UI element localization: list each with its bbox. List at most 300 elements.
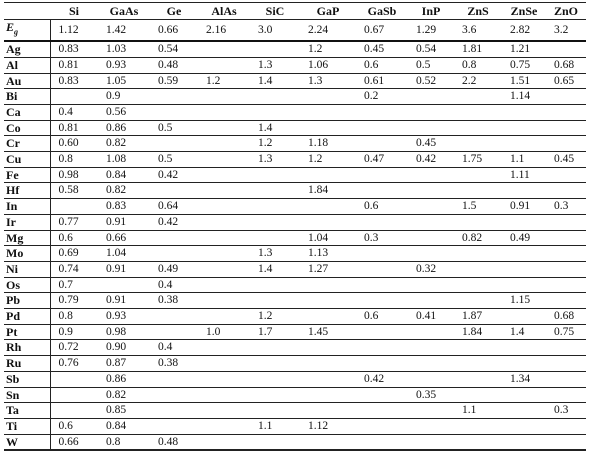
- table-cell: [198, 340, 250, 356]
- table-cell: 0.86: [106, 372, 127, 385]
- table-cell: [356, 340, 408, 356]
- table-cell: [408, 293, 454, 309]
- table-cell: [546, 293, 586, 309]
- table-cell: 0.9: [58, 325, 73, 338]
- table-cell: 0.75: [554, 325, 575, 338]
- table-cell: [150, 371, 198, 387]
- table-cell: 0.52: [416, 74, 437, 87]
- table-cell: 0.56: [106, 105, 127, 118]
- table-cell: 1.06: [308, 58, 329, 71]
- row-label-ru: Ru: [4, 356, 50, 372]
- row-label-ti: Ti: [4, 418, 50, 434]
- table-cell: [250, 371, 300, 387]
- table-cell: [250, 41, 300, 57]
- table-cell: [198, 246, 250, 262]
- table-cell: [150, 104, 198, 120]
- table-cell: [250, 104, 300, 120]
- table-cell: 1.27: [308, 262, 329, 275]
- table-row: [4, 89, 586, 105]
- table-cell: [546, 89, 586, 105]
- table-cell: [198, 167, 250, 183]
- table-cell: [50, 387, 98, 403]
- table-cell: 0.74: [58, 262, 79, 275]
- table-cell: [408, 214, 454, 230]
- bandgap-cell-gap: 2.24: [308, 23, 329, 36]
- table-row: [4, 246, 586, 262]
- table-cell: 1.0: [206, 325, 221, 338]
- table-cell: [502, 309, 546, 325]
- table-cell: [356, 403, 408, 419]
- table-cell: 1.4: [510, 325, 525, 338]
- table-cell: [502, 418, 546, 434]
- table-cell: 0.38: [158, 294, 179, 307]
- table-row: [4, 371, 586, 387]
- table-cell: 1.3: [308, 74, 323, 87]
- table-cell: [546, 387, 586, 403]
- table-cell: [250, 340, 300, 356]
- table-cell: 1.45: [308, 325, 329, 338]
- row-label-ca: Ca: [4, 104, 50, 120]
- table-cell: [408, 104, 454, 120]
- table-cell: 0.3: [364, 231, 379, 244]
- table-cell: [150, 309, 198, 325]
- table-cell: [250, 387, 300, 403]
- table-cell: 1.13: [308, 247, 329, 260]
- row-label-pb: Pb: [4, 293, 50, 309]
- bandgap-cell-gasb: 0.67: [364, 23, 385, 36]
- table-cell: 1.14: [510, 90, 531, 103]
- table-cell: 0.82: [106, 184, 127, 197]
- table-cell: 0.9: [106, 90, 121, 103]
- table-cell: [300, 104, 356, 120]
- column-header-si: Si: [50, 3, 98, 20]
- table-cell: 0.4: [58, 105, 73, 118]
- table-cell: [356, 214, 408, 230]
- table-cell: [454, 183, 502, 199]
- table-cell: [408, 246, 454, 262]
- table-cell: 1.3: [258, 247, 273, 260]
- table-cell: [408, 356, 454, 372]
- table-cell: 0.93: [106, 58, 127, 71]
- table-cell: 0.82: [462, 231, 483, 244]
- table-cell: 1.08: [106, 153, 127, 166]
- table-cell: [50, 199, 98, 215]
- table-cell: [198, 57, 250, 73]
- table-cell: [408, 199, 454, 215]
- table-cell: [454, 214, 502, 230]
- table-cell: 0.3: [554, 200, 569, 213]
- table-cell: [356, 167, 408, 183]
- column-header-gaas: GaAs: [98, 3, 150, 20]
- table-cell: 1.4: [258, 121, 273, 134]
- row-label-os: Os: [4, 277, 50, 293]
- table-cell: [198, 183, 250, 199]
- table-cell: 0.4: [158, 341, 173, 354]
- table-cell: [502, 183, 546, 199]
- table-cell: [356, 261, 408, 277]
- table-cell: 1.5: [462, 200, 477, 213]
- table-row: [4, 57, 586, 73]
- table-cell: [250, 167, 300, 183]
- table-cell: [546, 434, 586, 450]
- table-cell: 0.83: [58, 43, 79, 56]
- table-cell: [198, 214, 250, 230]
- table-cell: [546, 167, 586, 183]
- table-cell: [502, 214, 546, 230]
- table-cell: 0.2: [364, 90, 379, 103]
- row-label-w: W: [4, 434, 50, 450]
- bandgap-label: [4, 20, 50, 42]
- table-cell: 1.15: [510, 294, 531, 307]
- table-cell: 1.75: [462, 153, 483, 166]
- table-cell: [300, 167, 356, 183]
- table-cell: 0.91: [106, 215, 127, 228]
- row-label-cu: Cu: [4, 152, 50, 168]
- table-cell: [502, 120, 546, 136]
- row-label-mo: Mo: [4, 246, 50, 262]
- bandgap-cell-ge: 0.66: [158, 23, 179, 36]
- row-label-pt: Pt: [4, 324, 50, 340]
- table-cell: 1.3: [258, 58, 273, 71]
- table-cell: [300, 293, 356, 309]
- table-cell: 0.81: [58, 58, 79, 71]
- table-cell: 1.2: [258, 310, 273, 323]
- row-label-au: Au: [4, 73, 50, 89]
- row-label-fe: Fe: [4, 167, 50, 183]
- table-cell: [356, 387, 408, 403]
- table-cell: 1.7: [258, 325, 273, 338]
- table-cell: 0.49: [510, 231, 531, 244]
- table-cell: 0.4: [158, 278, 173, 291]
- table-cell: 0.66: [106, 231, 127, 244]
- table-cell: 0.5: [158, 153, 173, 166]
- table-cell: [356, 104, 408, 120]
- table-cell: 1.2: [308, 43, 323, 56]
- table-cell: [408, 183, 454, 199]
- table-cell: 0.69: [58, 247, 79, 260]
- row-label-sb: Sb: [4, 371, 50, 387]
- table-cell: 0.35: [416, 388, 437, 401]
- table-cell: [502, 261, 546, 277]
- row-label-sn: Sn: [4, 387, 50, 403]
- table-row: [4, 356, 586, 372]
- table-row: [4, 199, 586, 215]
- table-cell: [150, 387, 198, 403]
- table-cell: [546, 277, 586, 293]
- barrier-height-table-container: [4, 2, 586, 451]
- table-row: [4, 73, 586, 89]
- table-cell: [408, 120, 454, 136]
- table-cell: 0.7: [58, 278, 73, 291]
- table-cell: 0.85: [106, 404, 127, 417]
- table-cell: 0.65: [554, 74, 575, 87]
- table-cell: 0.8: [106, 435, 121, 448]
- table-cell: [198, 104, 250, 120]
- header-corner: [4, 3, 50, 20]
- table-cell: [198, 418, 250, 434]
- table-row: [4, 136, 586, 152]
- table-cell: 0.64: [158, 200, 179, 213]
- table-cell: 0.91: [106, 262, 127, 275]
- table-cell: 0.77: [58, 215, 79, 228]
- table-cell: [502, 246, 546, 262]
- table-cell: [454, 104, 502, 120]
- table-row: [4, 418, 586, 434]
- table-cell: [50, 89, 98, 105]
- column-header-sic: SiC: [250, 3, 300, 20]
- table-row: [4, 340, 586, 356]
- table-cell: [408, 340, 454, 356]
- bandgap-label-main: E: [6, 20, 15, 34]
- table-cell: [250, 293, 300, 309]
- table-cell: [198, 277, 250, 293]
- table-row: [4, 403, 586, 419]
- bandgap-cell-alas: 2.16: [206, 23, 227, 36]
- table-cell: 1.11: [510, 168, 530, 181]
- table-cell: 1.3: [258, 153, 273, 166]
- row-label-ni: Ni: [4, 261, 50, 277]
- table-cell: [408, 434, 454, 450]
- column-header-ge: Ge: [150, 3, 198, 20]
- table-row: [4, 261, 586, 277]
- table-cell: 0.45: [554, 153, 575, 166]
- table-cell: 0.76: [58, 357, 79, 370]
- table-cell: [356, 120, 408, 136]
- table-cell: [356, 418, 408, 434]
- table-cell: [198, 293, 250, 309]
- column-header-gap: GaP: [300, 3, 356, 20]
- table-cell: [198, 89, 250, 105]
- table-cell: [546, 41, 586, 57]
- table-cell: 0.84: [106, 419, 127, 432]
- table-cell: [250, 199, 300, 215]
- table-cell: [546, 214, 586, 230]
- table-cell: 1.12: [308, 419, 329, 432]
- table-cell: [198, 136, 250, 152]
- table-cell: [408, 89, 454, 105]
- table-cell: [454, 120, 502, 136]
- bandgap-cell-zns: 3.6: [462, 23, 477, 36]
- table-cell: 0.84: [106, 168, 127, 181]
- table-cell: [198, 199, 250, 215]
- bandgap-cell-znse: 2.82: [510, 23, 531, 36]
- table-row: [4, 309, 586, 325]
- row-label-cr: Cr: [4, 136, 50, 152]
- table-cell: [198, 371, 250, 387]
- column-header-zns: ZnS: [454, 3, 502, 20]
- table-cell: [198, 230, 250, 246]
- table-cell: [356, 183, 408, 199]
- table-cell: 0.42: [158, 168, 179, 181]
- table-cell: [300, 120, 356, 136]
- table-cell: [408, 277, 454, 293]
- table-cell: [502, 136, 546, 152]
- table-cell: 0.54: [416, 43, 437, 56]
- table-cell: 0.72: [58, 341, 79, 354]
- table-cell: [454, 371, 502, 387]
- table-row: [4, 324, 586, 340]
- table-cell: 1.1: [510, 153, 525, 166]
- table-cell: [300, 387, 356, 403]
- bandgap-cell-si: 1.12: [58, 23, 79, 36]
- table-cell: 1.81: [462, 43, 483, 56]
- table-cell: 0.8: [58, 153, 73, 166]
- table-cell: [198, 309, 250, 325]
- table-cell: 0.45: [416, 137, 437, 150]
- table-cell: [502, 356, 546, 372]
- table-cell: 1.18: [308, 137, 329, 150]
- row-label-ag: Ag: [4, 41, 50, 57]
- table-cell: 0.75: [510, 58, 531, 71]
- table-cell: [454, 418, 502, 434]
- table-cell: 0.91: [510, 200, 531, 213]
- table-cell: 1.1: [462, 404, 477, 417]
- table-cell: [198, 434, 250, 450]
- table-cell: [150, 136, 198, 152]
- table-cell: 1.04: [106, 247, 127, 260]
- table-cell: [546, 371, 586, 387]
- table-cell: [150, 230, 198, 246]
- table-cell: [300, 89, 356, 105]
- table-cell: [198, 356, 250, 372]
- table-cell: [408, 403, 454, 419]
- barrier-height-table: [4, 3, 586, 450]
- row-label-pd: Pd: [4, 309, 50, 325]
- table-cell: 0.47: [364, 153, 385, 166]
- table-cell: 1.1: [258, 419, 273, 432]
- table-row: [4, 293, 586, 309]
- table-row: [4, 387, 586, 403]
- table-cell: 0.68: [554, 310, 575, 323]
- column-header-inp: InP: [408, 3, 454, 20]
- table-cell: 0.61: [364, 74, 385, 87]
- table-cell: 0.87: [106, 357, 127, 370]
- table-cell: [546, 183, 586, 199]
- table-cell: [546, 246, 586, 262]
- table-cell: 0.41: [416, 310, 437, 323]
- table-cell: 0.83: [106, 200, 127, 213]
- table-cell: 0.60: [58, 137, 79, 150]
- table-cell: [356, 277, 408, 293]
- table-body: [4, 20, 586, 450]
- table-cell: 0.90: [106, 341, 127, 354]
- table-cell: [546, 261, 586, 277]
- table-cell: 2.2: [462, 74, 477, 87]
- table-cell: 0.38: [158, 357, 179, 370]
- table-cell: [300, 199, 356, 215]
- table-cell: [50, 403, 98, 419]
- table-cell: [150, 418, 198, 434]
- table-cell: [300, 356, 356, 372]
- table-cell: 1.87: [462, 310, 483, 323]
- table-cell: 0.66: [58, 435, 79, 448]
- table-cell: [356, 293, 408, 309]
- table-cell: [546, 136, 586, 152]
- table-cell: [150, 324, 198, 340]
- table-cell: 0.59: [158, 74, 179, 87]
- table-cell: 0.48: [158, 435, 179, 448]
- table-cell: [356, 136, 408, 152]
- table-cell: [150, 183, 198, 199]
- table-cell: 0.54: [158, 43, 179, 56]
- table-cell: 0.3: [554, 404, 569, 417]
- table-row: [4, 214, 586, 230]
- table-cell: 0.6: [364, 310, 379, 323]
- row-label-ir: Ir: [4, 214, 50, 230]
- bandgap-cell-zno: 3.2: [554, 23, 569, 36]
- table-cell: 1.2: [308, 153, 323, 166]
- table-cell: 0.6: [364, 58, 379, 71]
- table-cell: 0.45: [364, 43, 385, 56]
- table-cell: [408, 230, 454, 246]
- table-cell: [356, 324, 408, 340]
- row-label-mg: Mg: [4, 230, 50, 246]
- table-cell: 1.4: [258, 262, 273, 275]
- table-cell: [408, 324, 454, 340]
- table-cell: [454, 293, 502, 309]
- table-cell: [98, 277, 150, 293]
- table-cell: 0.81: [58, 121, 79, 134]
- table-cell: [454, 89, 502, 105]
- table-cell: [300, 340, 356, 356]
- table-cell: [250, 214, 300, 230]
- table-cell: [250, 277, 300, 293]
- table-cell: [198, 403, 250, 419]
- table-cell: [546, 120, 586, 136]
- table-row: [4, 183, 586, 199]
- table-cell: [198, 387, 250, 403]
- bandgap-cell-sic: 3.0: [258, 23, 273, 36]
- row-label-al: Al: [4, 57, 50, 73]
- row-label-bi: Bi: [4, 89, 50, 105]
- table-header: [4, 3, 586, 20]
- table-cell: 0.98: [106, 325, 127, 338]
- table-cell: 0.83: [58, 74, 79, 87]
- bandgap-cell-gaas: 1.42: [106, 23, 127, 36]
- table-cell: 0.5: [416, 58, 431, 71]
- table-row: [4, 41, 586, 57]
- table-cell: 0.42: [364, 372, 385, 385]
- table-cell: [300, 277, 356, 293]
- table-cell: [300, 434, 356, 450]
- row-label-in: In: [4, 199, 50, 215]
- table-cell: 0.82: [106, 388, 127, 401]
- row-label-hf: Hf: [4, 183, 50, 199]
- table-cell: [408, 371, 454, 387]
- table-cell: [502, 277, 546, 293]
- table-row: [4, 434, 586, 450]
- table-row: [4, 167, 586, 183]
- table-cell: 0.42: [158, 215, 179, 228]
- table-cell: 0.49: [158, 262, 179, 275]
- table-cell: [250, 403, 300, 419]
- table-cell: 1.51: [510, 74, 531, 87]
- table-row: [4, 230, 586, 246]
- column-header-gasb: GaSb: [356, 3, 408, 20]
- table-cell: [454, 246, 502, 262]
- table-cell: 0.5: [158, 121, 173, 134]
- table-cell: [546, 356, 586, 372]
- table-cell: [250, 434, 300, 450]
- table-cell: [198, 120, 250, 136]
- table-cell: [546, 418, 586, 434]
- table-cell: 0.93: [106, 310, 127, 323]
- table-cell: [502, 434, 546, 450]
- header-row: [4, 3, 586, 20]
- table-cell: [356, 356, 408, 372]
- table-cell: [454, 277, 502, 293]
- table-cell: [250, 230, 300, 246]
